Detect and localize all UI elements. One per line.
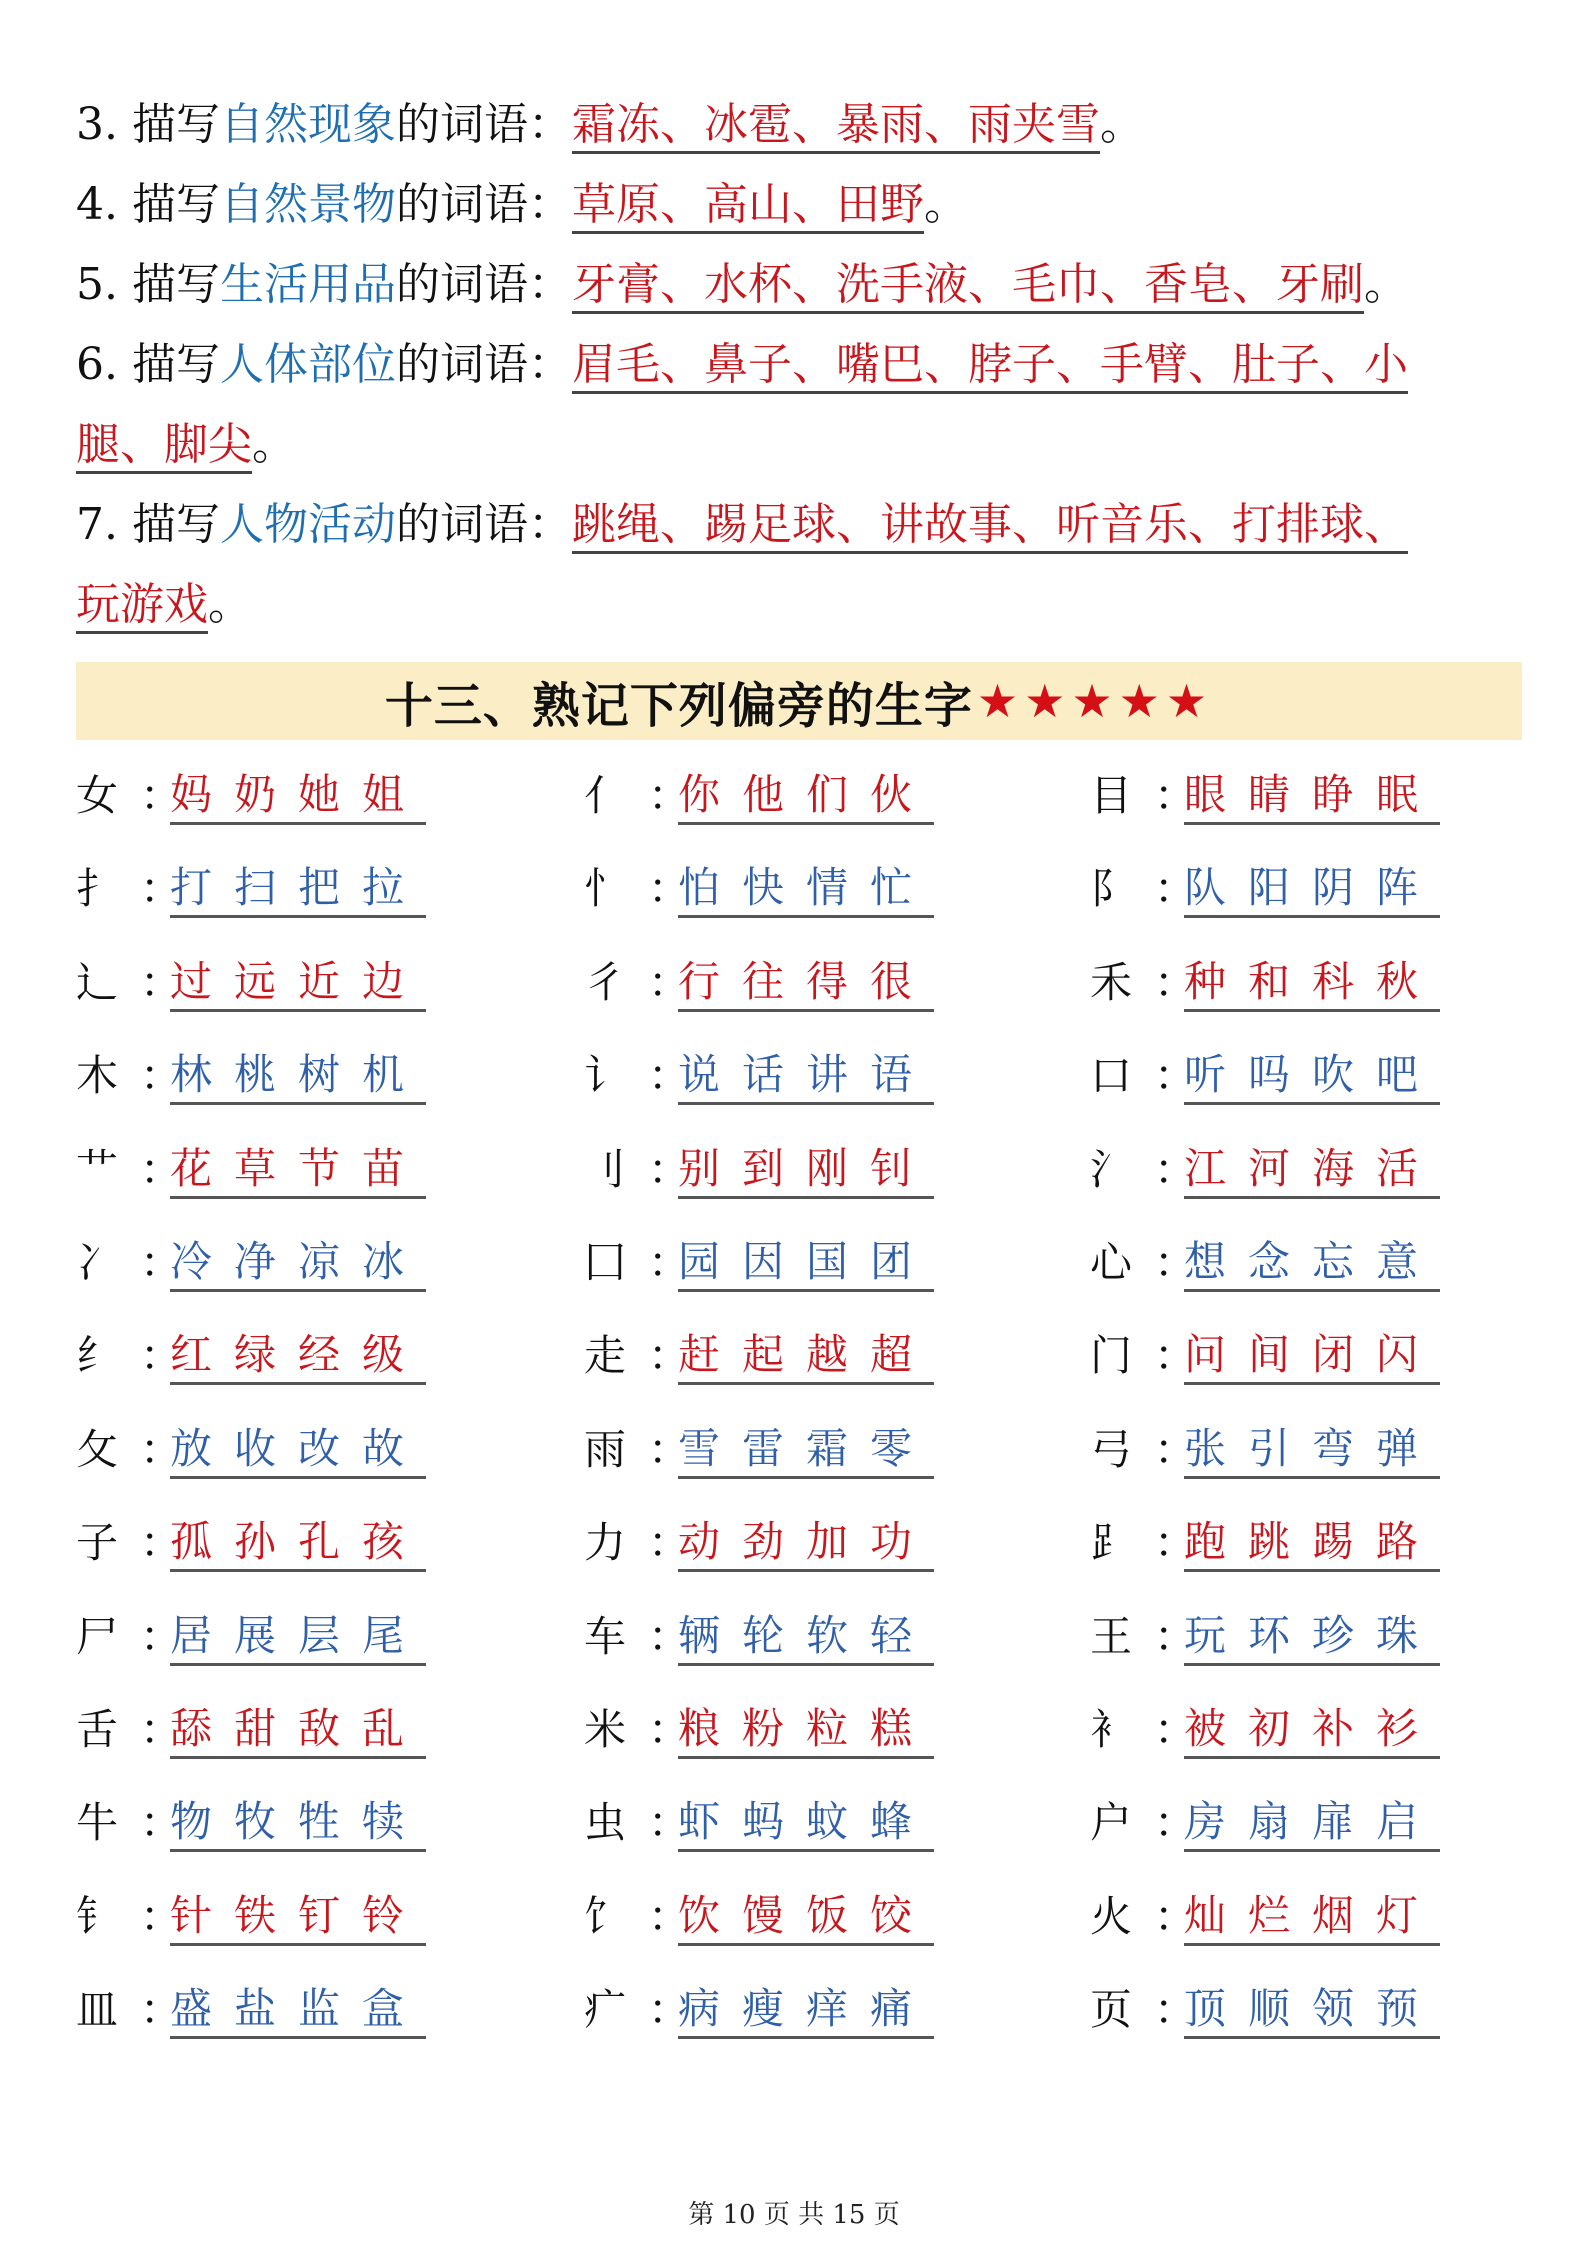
colon: ：: [140, 1798, 183, 1847]
radical-cell: [1090, 953, 1440, 1013]
radical: 亻: [584, 771, 627, 820]
radical-characters: 灿烂烟灯: [1184, 1889, 1440, 1946]
line-middle: 的词语：: [395, 179, 572, 230]
line-prefix: 描写: [131, 499, 220, 550]
radical-characters: 林桃树机: [170, 1048, 426, 1105]
answer-words: 草原、高山、田野: [572, 179, 924, 234]
colon: ：: [648, 1518, 691, 1567]
radical-characters: 江河海活: [1184, 1142, 1440, 1199]
colon: ：: [140, 1985, 183, 2034]
radical-cell: [584, 1420, 934, 1480]
radical: 牛: [76, 1798, 119, 1847]
colon: ：: [648, 1238, 691, 1287]
answer-words: 牙膏、水杯、洗手液、毛巾、香皂、牙刷: [572, 259, 1364, 314]
answer-words: 跳绳、踢足球、讲故事、听音乐、打排球、: [572, 499, 1408, 554]
radical-characters: 怕快情忙: [678, 861, 934, 918]
radical: 忄: [584, 864, 627, 913]
radical-cell: [1090, 1980, 1440, 2040]
answer-words: 腿、脚尖: [76, 419, 252, 474]
radical-characters: 张引弯弹: [1184, 1422, 1440, 1479]
radical-characters: 你他们伙: [678, 768, 934, 825]
radical-characters: 被初补衫: [1184, 1702, 1440, 1759]
colon: ：: [1154, 864, 1197, 913]
vocab-line-7: [76, 492, 1526, 558]
radical-cell: [76, 1700, 426, 1760]
colon: ：: [1154, 1705, 1197, 1754]
colon: ：: [648, 1331, 691, 1380]
radical-cell: [76, 1607, 426, 1667]
radical: 子: [76, 1518, 119, 1567]
colon: ：: [1154, 1238, 1197, 1287]
colon: ：: [140, 1892, 183, 1941]
radical: 口: [1090, 1051, 1133, 1100]
radical-characters: 舔甜敌乱: [170, 1702, 426, 1759]
radical-cell: [76, 1980, 426, 2040]
radical: 雨: [584, 1425, 627, 1474]
radical: 纟: [76, 1331, 119, 1380]
radical-characters: 种和科秋: [1184, 955, 1440, 1012]
radical-characters: 放收改故: [170, 1422, 426, 1479]
radical: 辶: [76, 958, 119, 1007]
category-label: 人体部位: [219, 339, 396, 390]
radical: 饣: [584, 1892, 627, 1941]
colon: ：: [1154, 1518, 1197, 1567]
vocab-line-6-cont: [76, 412, 1526, 478]
colon: ：: [140, 1612, 183, 1661]
radical: 目: [1090, 771, 1133, 820]
radical-cell: [76, 1233, 426, 1293]
radical-cell: [1090, 1140, 1440, 1200]
radical-cell: [76, 1420, 426, 1480]
line-end: 。: [208, 579, 252, 630]
radical-cell: [584, 1326, 934, 1386]
colon: ：: [648, 1705, 691, 1754]
radical: 页: [1090, 1985, 1133, 2034]
radical: 衤: [1090, 1705, 1133, 1754]
radical: 心: [1090, 1238, 1133, 1287]
radical-cell: [1090, 766, 1440, 826]
vocab-line-4: [76, 172, 1526, 238]
radical-characters: 花草节苗: [170, 1142, 426, 1199]
section-banner: [76, 662, 1522, 740]
radical: 米: [584, 1705, 627, 1754]
radical-characters: 赶起越超: [678, 1328, 934, 1385]
radical: 户: [1090, 1798, 1133, 1847]
radical-characters: 眼睛睁眠: [1184, 768, 1440, 825]
radical-characters: 妈奶她姐: [170, 768, 426, 825]
radical-characters: 过远近边: [170, 955, 426, 1012]
radical: 刂: [584, 1145, 627, 1194]
line-prefix: 描写: [131, 259, 220, 310]
colon: ：: [1154, 1425, 1197, 1474]
line-number: 6.: [76, 339, 132, 390]
radical-cell: [1090, 1233, 1440, 1293]
line-prefix: 描写: [131, 99, 220, 150]
radical-characters: 顶顺领预: [1184, 1982, 1440, 2039]
radical-characters: 针铁钉铃: [170, 1889, 426, 1946]
radical: 门: [1090, 1331, 1133, 1380]
radical: ⻊: [1090, 1518, 1133, 1567]
radical-characters: 队阳阴阵: [1184, 861, 1440, 918]
colon: ：: [140, 1145, 183, 1194]
radical-cell: [584, 766, 934, 826]
line-end: 。: [1363, 259, 1408, 310]
colon: ：: [648, 771, 691, 820]
answer-words: 眉毛、鼻子、嘴巴、脖子、手臂、肚子、小: [572, 339, 1408, 394]
colon: ：: [140, 1705, 183, 1754]
radical-cell: [76, 1140, 426, 1200]
radical-characters: 说话讲语: [678, 1048, 934, 1105]
radical-cell: [76, 953, 426, 1013]
radical-cell: [584, 1980, 934, 2040]
radical: 疒: [584, 1985, 627, 2034]
radical: 王: [1090, 1612, 1133, 1661]
radical-cell: [1090, 1326, 1440, 1386]
radical-cell: [584, 1793, 934, 1853]
radical-cell: [1090, 859, 1440, 919]
radical: 女: [76, 771, 119, 820]
radical-cell: [584, 859, 934, 919]
radical-cell: [1090, 1420, 1440, 1480]
line-number: 7.: [76, 499, 132, 550]
radical-characters: 冷净凉冰: [170, 1235, 426, 1292]
vocab-line-7-cont: [76, 572, 1526, 638]
colon: ：: [1154, 1798, 1197, 1847]
line-middle: 的词语：: [395, 339, 572, 390]
radical: 阝: [1090, 864, 1133, 913]
radical-cell: [584, 1233, 934, 1293]
radical-characters: 玩环珍珠: [1184, 1609, 1440, 1666]
radical: 舌: [76, 1705, 119, 1754]
line-prefix: 描写: [131, 179, 220, 230]
answer-words: 玩游戏: [76, 579, 208, 634]
radical-cell: [1090, 1607, 1440, 1667]
colon: ：: [648, 864, 691, 913]
colon: ：: [1154, 1051, 1197, 1100]
line-end: 。: [252, 419, 296, 470]
colon: ：: [140, 1331, 183, 1380]
radical-characters: 病瘦痒痛: [678, 1982, 934, 2039]
colon: ：: [1154, 1612, 1197, 1661]
radical: 囗: [584, 1238, 627, 1287]
radical-characters: 盛盐监盒: [170, 1982, 426, 2039]
radical: 攵: [76, 1425, 119, 1474]
colon: ：: [648, 958, 691, 1007]
radical-characters: 别到刚钊: [678, 1142, 934, 1199]
radical: 讠: [584, 1051, 627, 1100]
radical-characters: 房扇扉启: [1184, 1795, 1440, 1852]
radical-cell: [584, 1513, 934, 1573]
colon: ：: [1154, 1145, 1197, 1194]
colon: ：: [648, 1425, 691, 1474]
line-prefix: 描写: [131, 339, 220, 390]
radical-cell: [584, 1887, 934, 1947]
line-middle: 的词语：: [395, 499, 572, 550]
colon: ：: [1154, 771, 1197, 820]
radical-characters: 居展层尾: [170, 1609, 426, 1666]
radical-cell: [76, 1887, 426, 1947]
colon: ：: [140, 864, 183, 913]
radical-characters: 粮粉粒糕: [678, 1702, 934, 1759]
line-middle: 的词语：: [395, 99, 572, 150]
radical: 车: [584, 1612, 627, 1661]
radical-characters: 打扫把拉: [170, 861, 426, 918]
radical-cell: [76, 1513, 426, 1573]
radical: 力: [584, 1518, 627, 1567]
radical: 氵: [1090, 1145, 1133, 1194]
colon: ：: [140, 1518, 183, 1567]
radical: 木: [76, 1051, 119, 1100]
colon: ：: [1154, 958, 1197, 1007]
radical-characters: 听吗吹吧: [1184, 1048, 1440, 1105]
colon: ：: [648, 1051, 691, 1100]
category-label: 自然现象: [219, 99, 396, 150]
colon: ：: [648, 1985, 691, 2034]
radical-cell: [76, 859, 426, 919]
colon: ：: [1154, 1331, 1197, 1380]
line-number: 3.: [76, 99, 132, 150]
radical-cell: [76, 1046, 426, 1106]
radical-cell: [584, 1607, 934, 1667]
radical: 弓: [1090, 1425, 1133, 1474]
line-end: 。: [1099, 99, 1144, 150]
colon: ：: [140, 771, 183, 820]
radical-cell: [1090, 1046, 1440, 1106]
category-label: 自然景物: [219, 179, 396, 230]
radical-characters: 物牧牲犊: [170, 1795, 426, 1852]
radical-characters: 想念忘意: [1184, 1235, 1440, 1292]
radical-characters: 孤孙孔孩: [170, 1515, 426, 1572]
radical: 虫: [584, 1798, 627, 1847]
colon: ：: [648, 1798, 691, 1847]
radical-cell: [1090, 1793, 1440, 1853]
radical: 皿: [76, 1985, 119, 2034]
radical-cell: [584, 1046, 934, 1106]
radical-cell: [76, 1793, 426, 1853]
radical-cell: [584, 1700, 934, 1760]
radical-characters: 饮馒饭饺: [678, 1889, 934, 1946]
radical-cell: [1090, 1887, 1440, 1947]
category-label: 生活用品: [219, 259, 396, 310]
radical-characters: 动劲加功: [678, 1515, 934, 1572]
vocab-line-3: [76, 92, 1526, 158]
radical: 走: [584, 1331, 627, 1380]
radical-cell: [76, 1326, 426, 1386]
radical: 火: [1090, 1892, 1133, 1941]
star-rating: ★★★★★: [976, 674, 1214, 728]
radical-cell: [1090, 1513, 1440, 1573]
line-middle: 的词语：: [395, 259, 572, 310]
radical-characters: 行往得很: [678, 955, 934, 1012]
colon: ：: [1154, 1985, 1197, 2034]
radical: 钅: [76, 1892, 119, 1941]
radical-characters: 园因国团: [678, 1235, 934, 1292]
radical-cell: [584, 953, 934, 1013]
section-title: 十三、熟记下列偏旁的生字: [384, 677, 973, 734]
vocab-line-6: [76, 332, 1526, 398]
colon: ：: [140, 1051, 183, 1100]
radical: 彳: [584, 958, 627, 1007]
radical: 扌: [76, 864, 119, 913]
radical-cell: [76, 766, 426, 826]
colon: ：: [648, 1612, 691, 1661]
line-number: 4.: [76, 179, 132, 230]
radical-characters: 问间闭闪: [1184, 1328, 1440, 1385]
radical-characters: 雪雷霜零: [678, 1422, 934, 1479]
colon: ：: [1154, 1892, 1197, 1941]
radical-cell: [584, 1140, 934, 1200]
colon: ：: [648, 1145, 691, 1194]
radical-characters: 辆轮软轻: [678, 1609, 934, 1666]
answer-words: 霜冻、冰雹、暴雨、雨夹雪: [572, 99, 1100, 154]
category-label: 人物活动: [219, 499, 396, 550]
colon: ：: [140, 1238, 183, 1287]
colon: ：: [140, 958, 183, 1007]
radical: 尸: [76, 1612, 119, 1661]
radical-characters: 红绿经级: [170, 1328, 426, 1385]
radical: 艹: [76, 1145, 119, 1194]
page-footer: 第 10 页 共 15 页: [688, 2200, 900, 2230]
colon: ：: [648, 1892, 691, 1941]
line-end: 。: [923, 179, 968, 230]
radical: 冫: [76, 1238, 119, 1287]
radical-characters: 虾蚂蚊蜂: [678, 1795, 934, 1852]
line-number: 5.: [76, 259, 132, 310]
colon: ：: [140, 1425, 183, 1474]
radical-cell: [1090, 1700, 1440, 1760]
radical: 禾: [1090, 958, 1133, 1007]
vocab-line-5: [76, 252, 1526, 318]
radical-characters: 跑跳踢路: [1184, 1515, 1440, 1572]
